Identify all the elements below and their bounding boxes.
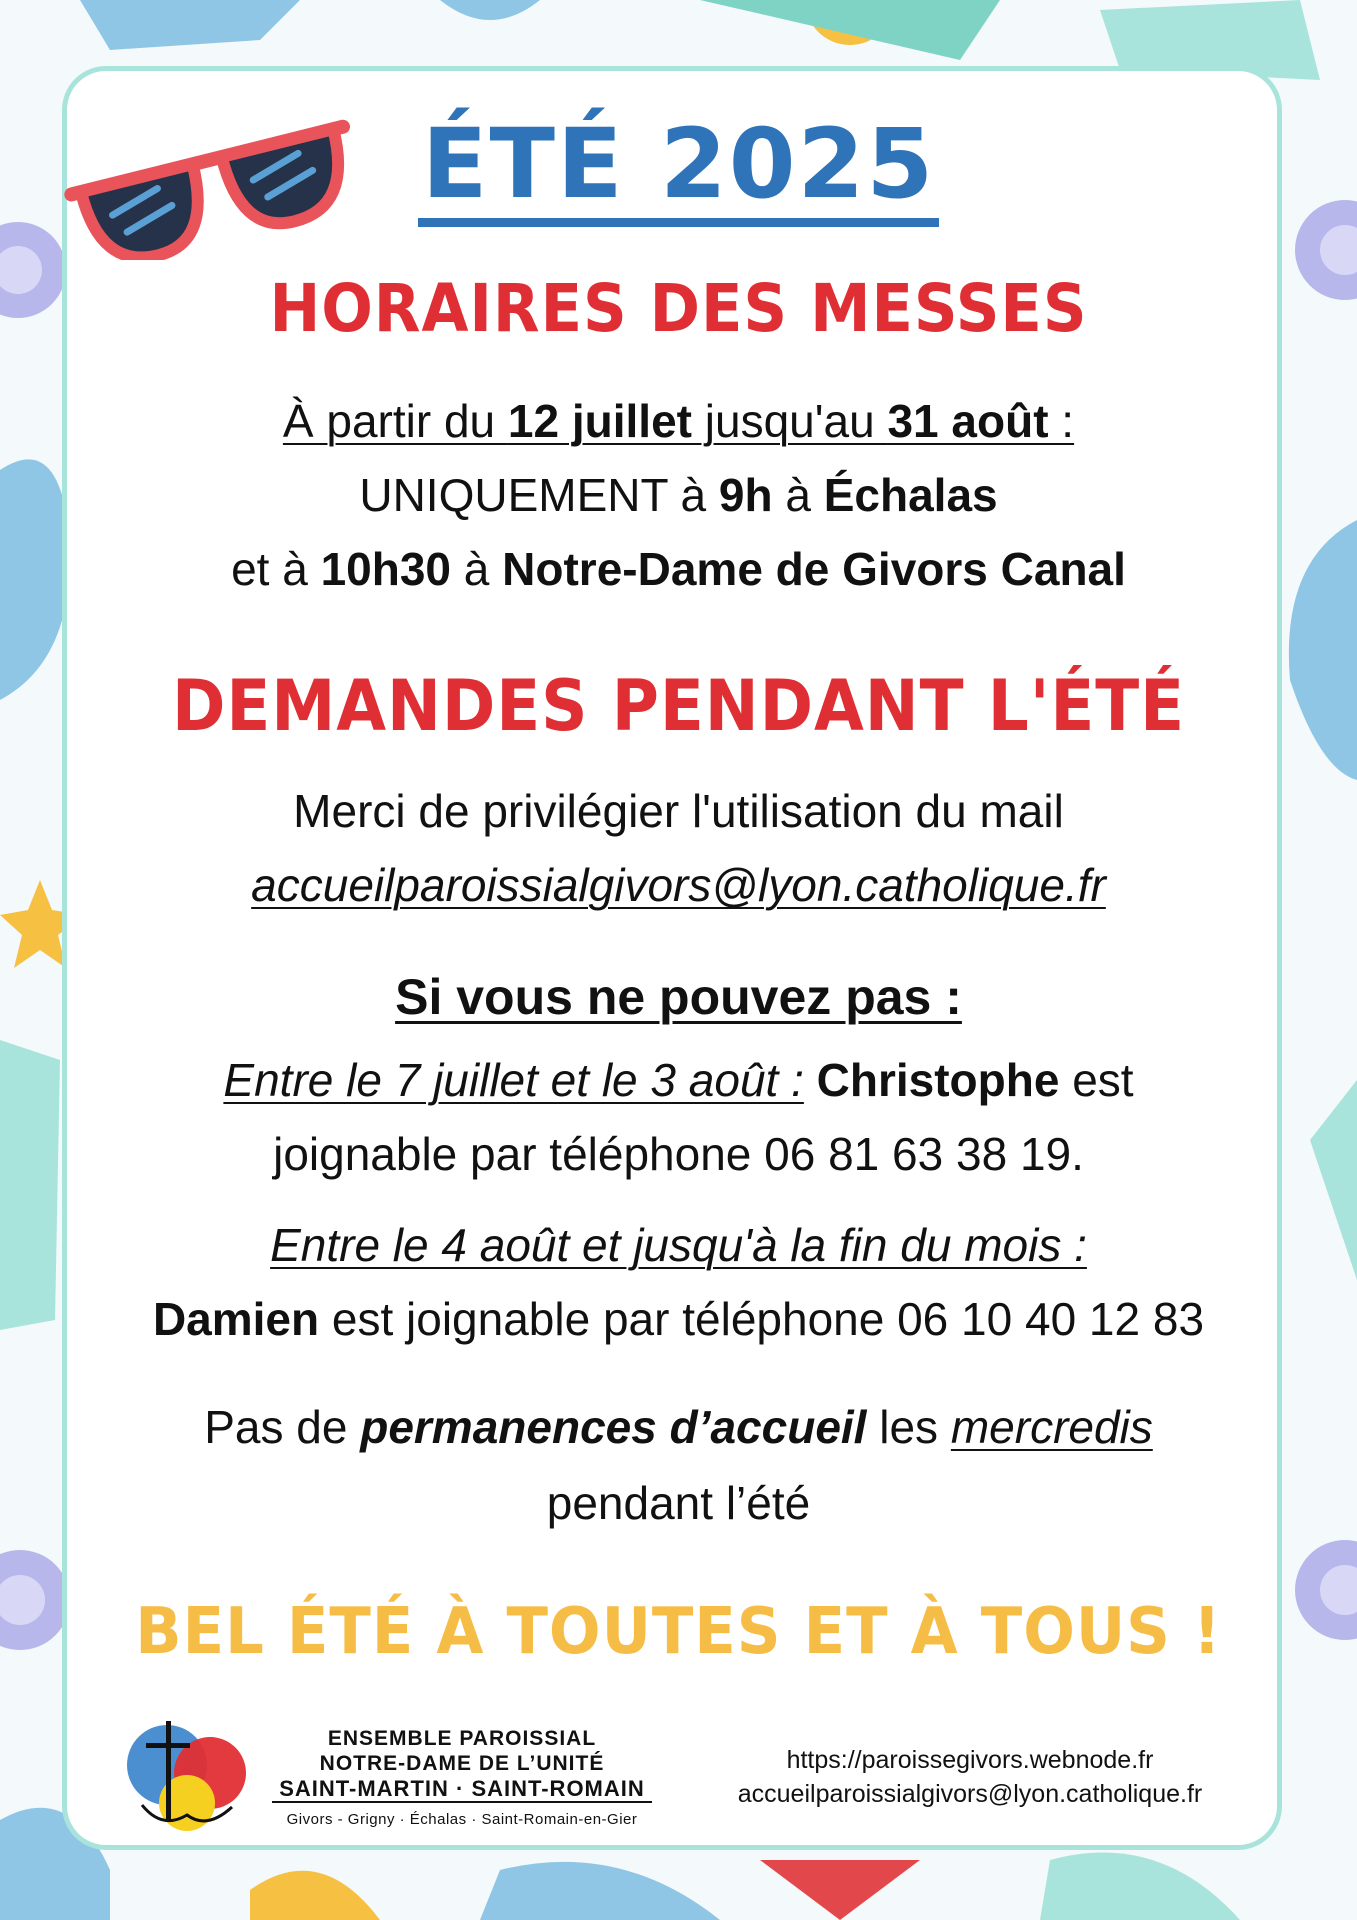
heading-mass-schedule: HORAIRES DES MESSES <box>269 270 1088 347</box>
footer-email-link[interactable]: accueilparoissialgivors@lyon.catholique.fr <box>737 1780 1203 1808</box>
schedule-echalas-line: UNIQUEMENT à 9h à Échalas <box>359 469 998 521</box>
parish-name-block <box>262 1726 662 1832</box>
footer-contact <box>700 1743 1240 1811</box>
christophe-phone-line: joignable par téléphone 06 81 63 38 19. <box>273 1128 1084 1180</box>
heading-summer-requests: DEMANDES PENDANT L'ÉTÉ <box>171 665 1186 747</box>
unavailable-heading: Si vous ne pouvez pas : <box>395 969 962 1025</box>
org-line-2: NOTRE-DAME DE L’UNITÉ <box>319 1752 605 1775</box>
schedule-dates-line: À partir du 12 juillet jusqu'au 31 août : <box>282 395 1075 447</box>
christophe-period-line: Entre le 7 juillet et le 3 août : Christophe est <box>223 1054 1134 1106</box>
org-line-1: ENSEMBLE PAROISSIAL <box>327 1727 597 1750</box>
no-office-hours-line2: pendant l’été <box>546 1477 811 1529</box>
page-title: ÉTÉ 2025 <box>0 108 1357 227</box>
mail-preference-text: Merci de privilégier l'utilisation du mail <box>293 785 1064 837</box>
org-towns: Givors - Grigny · Échalas · Saint-Romain-en-Gier <box>286 1811 638 1828</box>
no-office-hours-line: Pas de permanences d’accueil les mercredis <box>204 1401 1153 1453</box>
schedule-givors-line: et à 10h30 à Notre-Dame de Givors Canal <box>231 543 1126 595</box>
closing-message: BEL ÉTÉ À TOUTES ET À TOUS ! <box>135 1595 1222 1669</box>
damien-phone-line: Damien est joignable par téléphone 06 10 40 12 83 <box>152 1293 1205 1345</box>
parish-logo-icon <box>122 1715 262 1835</box>
website-link[interactable]: https://paroissegivors.webnode.fr <box>786 1746 1154 1774</box>
email-link[interactable]: accueilparoissialgivors@lyon.catholique.fr <box>251 859 1106 911</box>
damien-period-line: Entre le 4 août et jusqu'à la fin du mois : <box>270 1219 1087 1271</box>
org-line-3: SAINT-MARTIN · SAINT-ROMAIN <box>272 1776 652 1803</box>
